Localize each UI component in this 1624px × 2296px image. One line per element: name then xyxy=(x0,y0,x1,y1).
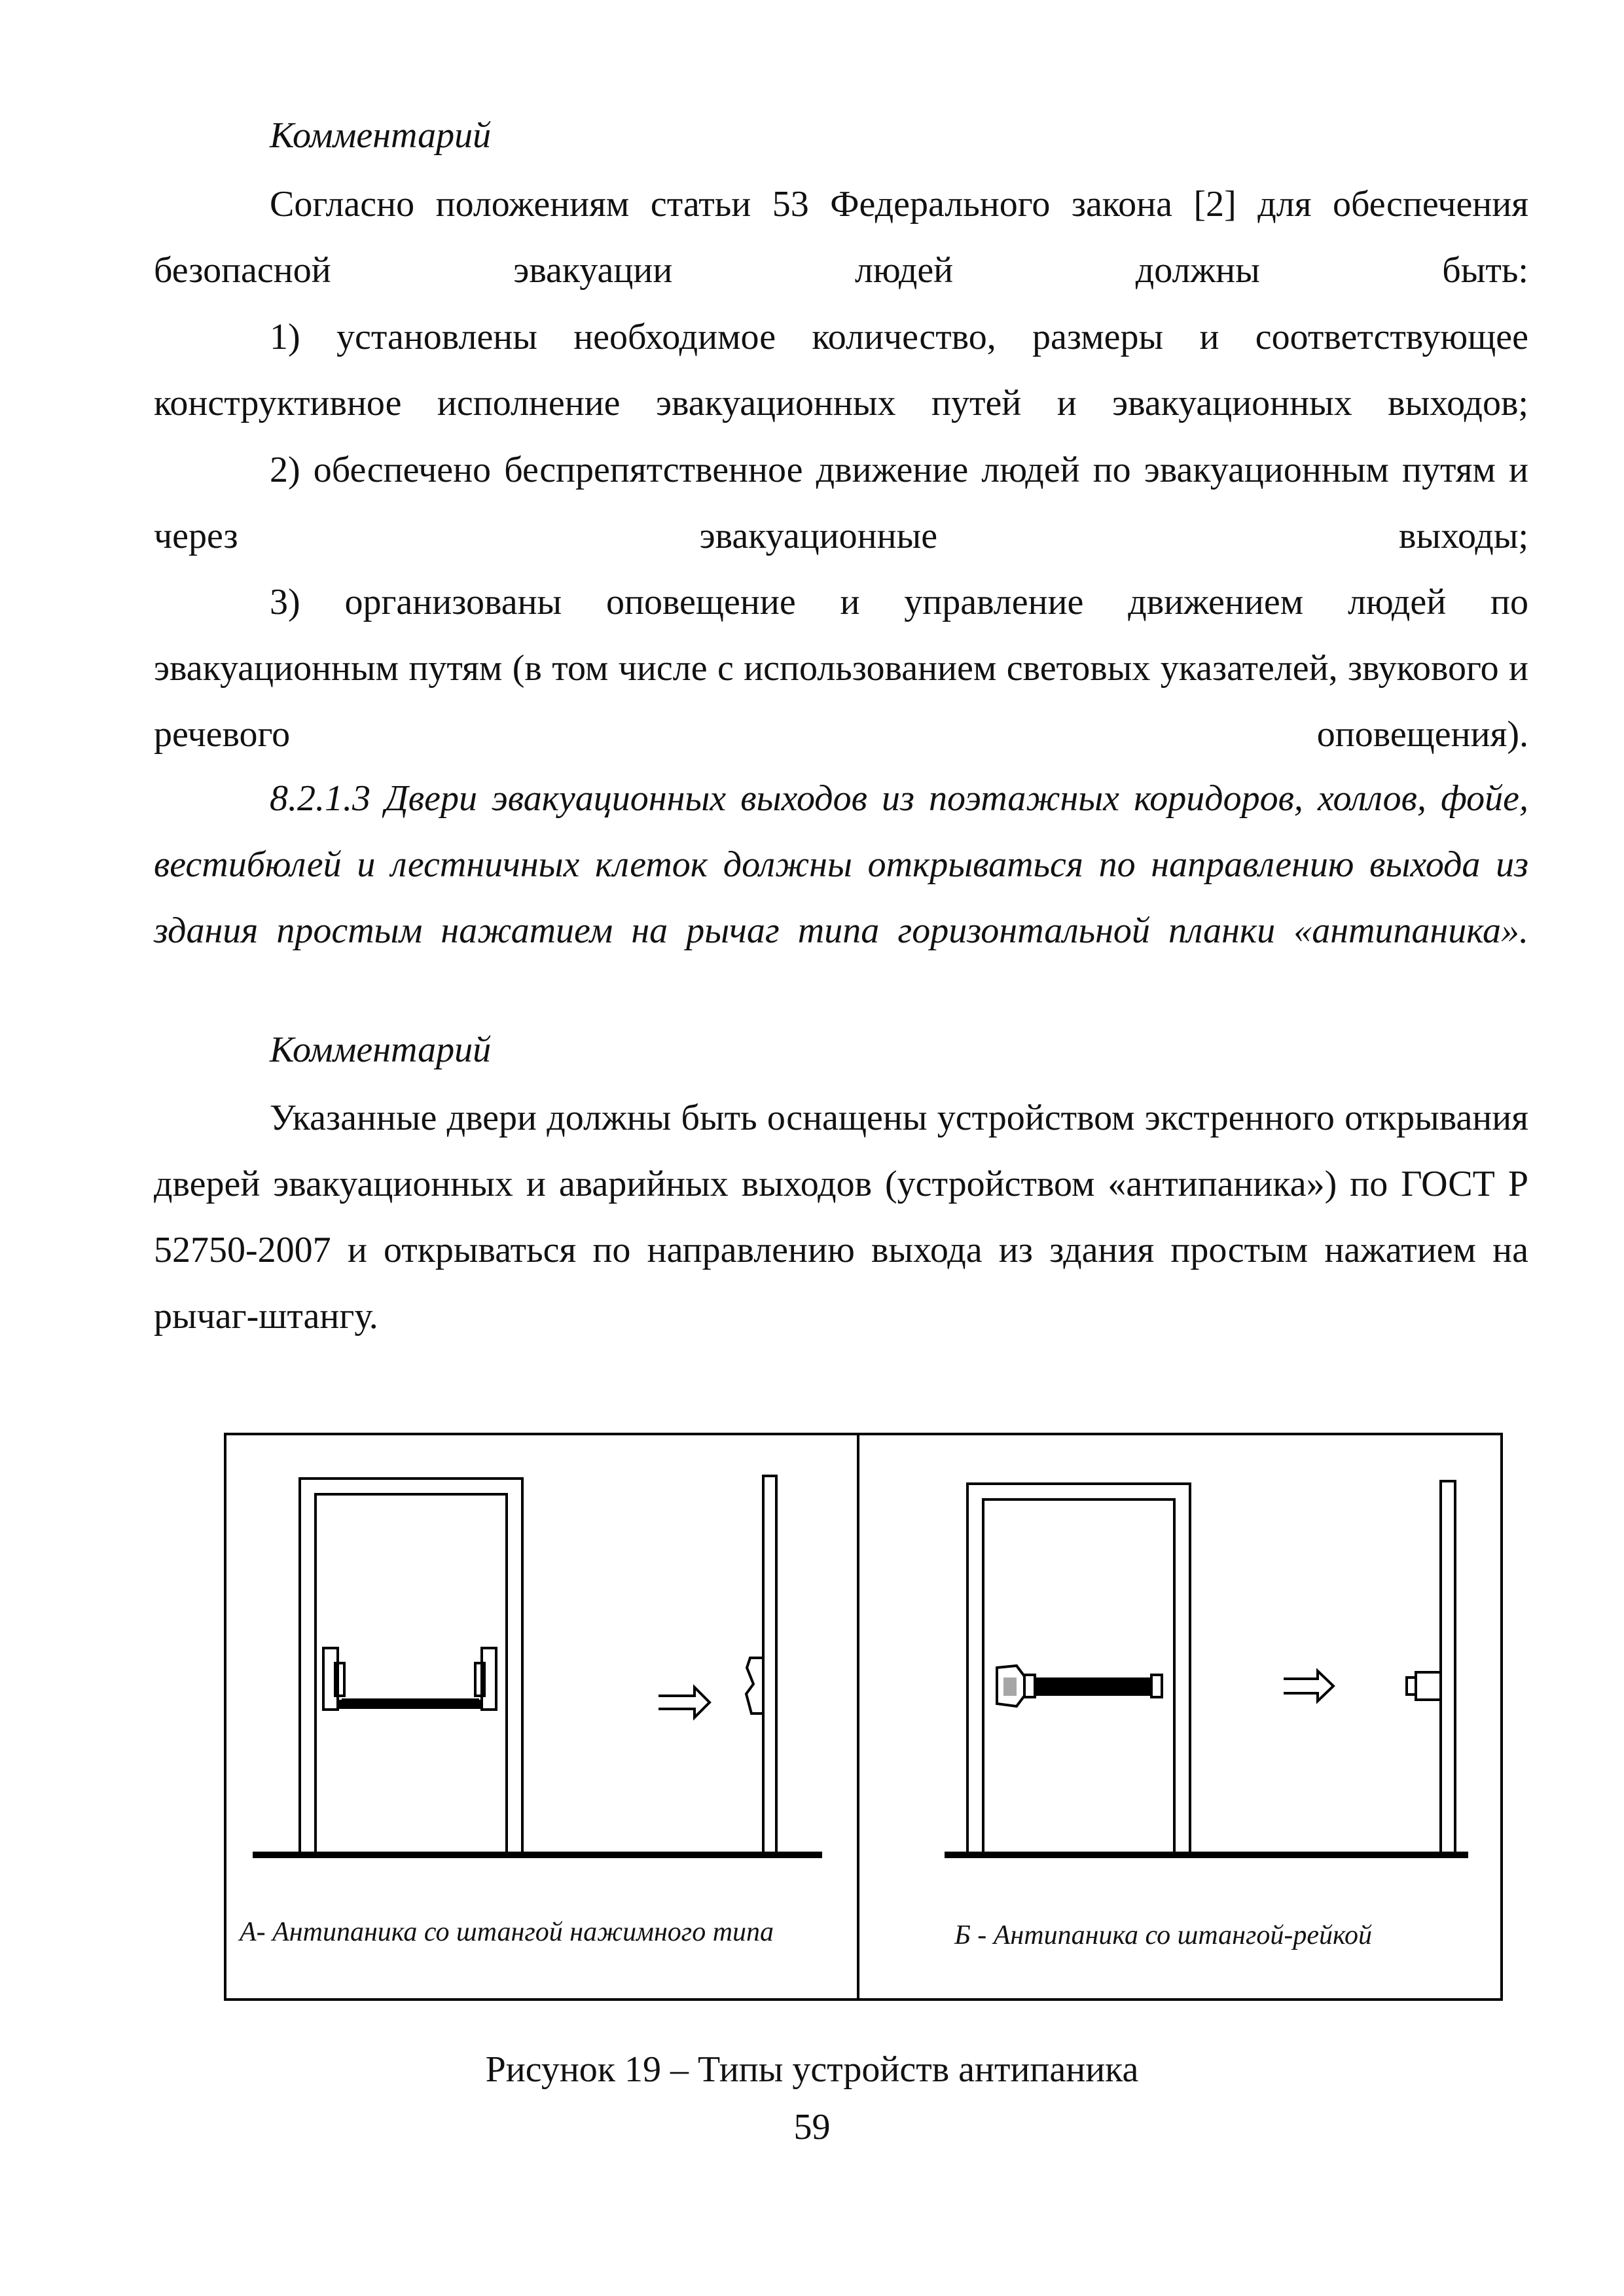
figure-panel-b xyxy=(859,1435,1500,1998)
panic-touch-bar-illustration xyxy=(859,1435,1500,1998)
caption-a: А- Антипаника со штангой нажимного типа xyxy=(240,1917,774,1947)
figure-19 xyxy=(224,1433,1503,2001)
panic-push-bar-illustration xyxy=(226,1435,857,1998)
comment-heading-1: Комментарий xyxy=(270,115,492,156)
paragraph-intro: Согласно положениям статьи 53 Федерального закона [2] для обеспечения безопасной эвакуации людей должны быть: xyxy=(154,184,1528,291)
list-item-1: 1) установлены необходимое количество, размеры и соответствующее конструктивное исполнение эвакуационных путей и эвакуационных выходов; xyxy=(154,317,1528,423)
figure-panel-a xyxy=(226,1435,857,1998)
caption-b: Б - Антипаника со штангой-рейкой xyxy=(954,1920,1373,1950)
list-item-3: 3) организованы оповещение и управление движением людей по эвакуационным путям (в том числе с использованием световых указателей, звукового и речевого оповещения). xyxy=(154,582,1528,755)
clause-8-2-1-3: 8.2.1.3 Двери эвакуационных выходов из поэтажных коридоров, холлов, фойе, вестибюлей и лестничных клеток должны открываться по направлению выхода из здания простым нажатием на рычаг типа горизонтальной планки «антипаника». xyxy=(154,778,1528,951)
comment-heading-2: Комментарий xyxy=(270,1030,492,1070)
page-number: 59 xyxy=(793,2107,831,2147)
figure-title: Рисунок 19 – Типы устройств антипаника xyxy=(485,2049,1139,2090)
list-item-2: 2) обеспечено беспрепятственное движение людей по эвакуационным путям и через эвакуационные выходы; xyxy=(154,450,1528,556)
paragraph-comment: Указанные двери должны быть оснащены устройством экстренного открывания дверей эвакуационных и аварийных выходов (устройством «антипаника») по ГОСТ Р 52750-2007 и открываться по направлению выхода из здания простым нажатием на рычаг-штангу. xyxy=(154,1098,1528,1336)
